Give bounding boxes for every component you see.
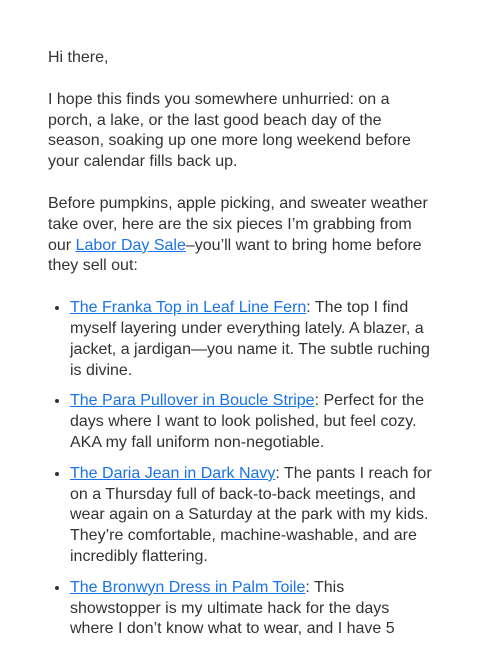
list-item-daria-jean: [70, 464, 434, 568]
greeting: Hi there,: [48, 49, 109, 66]
para-pullover-link[interactable]: The Para Pullover in Boucle Stripe: [70, 392, 315, 410]
bronwyn-dress-link[interactable]: The Bronwyn Dress in Palm Toile: [70, 578, 306, 596]
email-body: [48, 48, 434, 650]
list-item-para-pullover: [70, 391, 434, 453]
lead-text-before: Before pumpkins, apple picking, and sweater weather take over, here are the six pieces I’m grabbing from our: [48, 194, 428, 254]
list-item-bronwyn-dress: [70, 578, 434, 640]
daria-jean-link[interactable]: The Daria Jean in Dark Navy: [70, 464, 276, 482]
lead-text-after: –you’ll want to bring home before they sell out:: [48, 236, 422, 275]
list-item-text: : Perfect for the days where I want to look polished, but feel cozy. AKA my fall uniform non-negotiable.: [70, 392, 424, 451]
list-item-text: : The top I find myself layering under everything lately. A blazer, a jacket, a jardigan—you name it. The subtle ruching is divine.: [70, 299, 430, 379]
intro-paragraph: I hope this finds you somewhere unhurried: on a porch, a lake, or the last good beach day of the season, soaking up one more long weekend before your calendar fills back up.: [48, 90, 411, 171]
product-list: [48, 298, 434, 640]
labor-day-sale-link[interactable]: Labor Day Sale: [75, 236, 186, 254]
lead-paragraph: [48, 194, 434, 277]
list-item-text: : This showstopper is my ultimate hack for the days where I don’t know what to wear, and I have 5: [70, 578, 395, 638]
list-item-franka-top: [70, 298, 434, 381]
list-item-text: : The pants I reach for on a Thursday full of back-to-back meetings, and wear again on a Saturday at the park with my kids. They’re comfortable, machine-washable, and are incredibly flattering.: [70, 464, 432, 565]
franka-top-link[interactable]: The Franka Top in Leaf Line Fern: [70, 299, 307, 317]
